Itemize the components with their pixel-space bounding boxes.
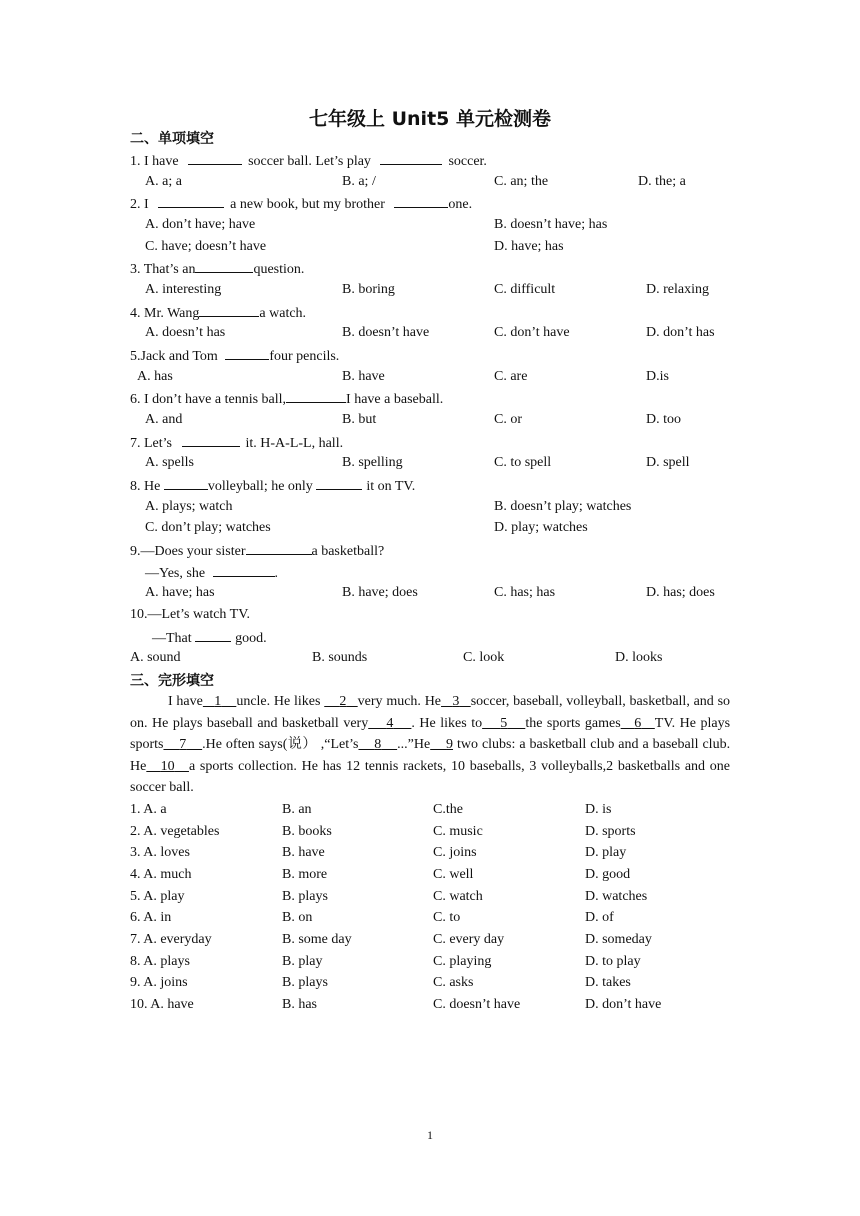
q8-option-c: C. don’t play; watches	[145, 520, 271, 535]
q2-option-b: B. doesn’t have; has	[494, 217, 608, 232]
question-2: 2. I a new book, but my brother one.	[130, 193, 472, 215]
cloze-q9-option-b: B. plays	[282, 975, 328, 990]
cloze-q2-option-c: C. music	[433, 824, 483, 839]
cloze-q2-option-a: 2. A. vegetables	[130, 824, 220, 839]
cloze-q9-option-c: C. asks	[433, 975, 474, 990]
q6-option-a: A. and	[145, 412, 183, 427]
cloze-q4-option-d: D. good	[585, 867, 631, 882]
cloze-q10-option-c: C. doesn’t have	[433, 997, 521, 1012]
question-7: 7. Let’s it. H-A-L-L, hall.	[130, 432, 343, 454]
cloze-q1-option-b: B. an	[282, 802, 312, 817]
q9-option-d: D. has; does	[646, 585, 715, 600]
cloze-q7-option-b: B. some day	[282, 932, 352, 947]
cloze-q8-option-b: B. play	[282, 954, 323, 969]
question-4: 4. Mr. Wang a watch.	[130, 302, 306, 324]
q7-option-d: D. spell	[646, 455, 690, 470]
cloze-passage: I have 1 uncle. He likes 2 very much. He 3 soccer, baseball, volleyball, basketball, and so on. He plays baseball and basketball very 4 . He likes to 5 the sports games 6 TV. He plays sports 7 .He often says(说） ,“Let’s 8 ...”He 9 two clubs: a basketball club and a baseball club. He 10 a sports collection. He has 12 tennis rackets, 10 baseballs, 3 volleyballs,2 basketballs and one soccer ball.	[130, 694, 731, 796]
q10-option-a: A. sound	[130, 650, 181, 665]
question-1: 1. I have soccer ball. Let’s play soccer.	[130, 150, 487, 172]
q2-option-d: D. have; has	[494, 239, 564, 254]
cloze-blank-5: 5	[500, 715, 508, 731]
cloze-q4-option-b: B. more	[282, 867, 328, 882]
page-title: 七年级上 Unit5 单元检测卷	[308, 108, 551, 130]
question-9-reply: —Yes, she .	[145, 562, 278, 584]
cloze-q4-option-a: 4. A. much	[130, 867, 192, 882]
cloze-q3-option-a: 3. A. loves	[130, 845, 190, 860]
cloze-q7-option-a: 7. A. everyday	[130, 932, 212, 947]
q1-option-b: B. a; /	[342, 174, 376, 189]
q5-option-b: B. have	[342, 369, 385, 384]
cloze-q3-option-b: B. have	[282, 845, 325, 860]
q4-option-c: C. don’t have	[494, 325, 570, 340]
q4-option-d: D. don’t has	[646, 325, 715, 340]
cloze-q10-option-a: 10. A. have	[130, 997, 194, 1012]
q2-option-c: C. have; doesn’t have	[145, 239, 267, 254]
section-heading-single-choice: 二、单项填空	[130, 131, 214, 147]
q8-option-b: B. doesn’t play; watches	[494, 499, 632, 514]
cloze-q8-option-a: 8. A. plays	[130, 954, 190, 969]
q8-option-d: D. play; watches	[494, 520, 588, 535]
cloze-q2-option-b: B. books	[282, 824, 332, 839]
cloze-q10-option-d: D. don’t have	[585, 997, 662, 1012]
cloze-q5-option-b: B. plays	[282, 889, 328, 904]
cloze-blank-2: 2	[339, 694, 347, 709]
q9-option-b: B. have; does	[342, 585, 418, 600]
cloze-q6-option-a: 6. A. in	[130, 910, 172, 925]
q4-option-b: B. doesn’t have	[342, 325, 430, 340]
cloze-q10-option-b: B. has	[282, 997, 317, 1012]
cloze-q7-option-d: D. someday	[585, 932, 652, 947]
cloze-q6-option-d: D. of	[585, 910, 614, 925]
page-number: 1	[427, 1128, 433, 1142]
q5-option-d: D.is	[646, 369, 669, 384]
cloze-q4-option-c: C. well	[433, 867, 474, 882]
q7-option-b: B. spelling	[342, 455, 403, 470]
cloze-q1-option-a: 1. A. a	[130, 802, 167, 817]
question-5: 5.Jack and Tom four pencils.	[130, 345, 339, 367]
cloze-q3-option-c: C. joins	[433, 845, 477, 860]
q6-option-d: D. too	[646, 412, 681, 427]
cloze-blank-1: 1	[214, 694, 222, 709]
q9-option-a: A. have; has	[145, 585, 215, 600]
cloze-blank-10: 10	[160, 758, 175, 774]
cloze-q5-option-c: C. watch	[433, 889, 483, 904]
q1-option-d: D. the; a	[638, 174, 686, 189]
cloze-q5-option-a: 5. A. play	[130, 889, 185, 904]
question-10-reply: —That good.	[152, 627, 267, 649]
cloze-blank-4: 4	[386, 715, 394, 731]
cloze-q6-option-c: C. to	[433, 910, 461, 925]
q5-option-c: C. are	[494, 369, 528, 384]
q10-option-d: D. looks	[615, 650, 663, 665]
cloze-blank-6: 6	[634, 715, 642, 731]
q5-option-a: A. has	[137, 369, 173, 384]
cloze-q8-option-c: C. playing	[433, 954, 492, 969]
cloze-q8-option-d: D. to play	[585, 954, 641, 969]
cloze-q2-option-d: D. sports	[585, 824, 636, 839]
q1-option-c: C. an; the	[494, 174, 549, 189]
q4-option-a: A. doesn’t has	[145, 325, 226, 340]
q8-option-a: A. plays; watch	[145, 499, 233, 514]
cloze-q1-option-c: C.the	[433, 802, 463, 817]
q7-option-c: C. to spell	[494, 455, 552, 470]
q3-option-c: C. difficult	[494, 282, 556, 297]
q2-option-a: A. don’t have; have	[145, 217, 256, 232]
cloze-blank-3: 3	[452, 694, 460, 709]
question-8: 8. He volleyball; he only it on TV.	[130, 475, 415, 497]
cloze-blank-8: 8	[374, 737, 382, 753]
question-3: 3. That’s an question.	[130, 258, 304, 280]
q7-option-a: A. spells	[145, 455, 194, 470]
cloze-blank-9: 9	[446, 737, 454, 753]
cloze-q3-option-d: D. play	[585, 845, 627, 860]
cloze-blank-7: 7	[179, 737, 187, 753]
q10-option-b: B. sounds	[312, 650, 368, 665]
cloze-q6-option-b: B. on	[282, 910, 313, 925]
cloze-q5-option-d: D. watches	[585, 889, 648, 904]
q6-option-b: B. but	[342, 412, 377, 427]
q3-option-b: B. boring	[342, 282, 395, 297]
cloze-q1-option-d: D. is	[585, 802, 612, 817]
question-10: 10.—Let’s watch TV.	[130, 607, 251, 622]
cloze-q9-option-d: D. takes	[585, 975, 631, 990]
q6-option-c: C. or	[494, 412, 522, 427]
q3-option-d: D. relaxing	[646, 282, 709, 297]
question-9: 9.—Does your sister a basketball?	[130, 540, 384, 562]
section-heading-cloze: 三、完形填空	[130, 673, 214, 689]
q1-option-a: A. a; a	[145, 174, 182, 189]
cloze-q7-option-c: C. every day	[433, 932, 505, 947]
q9-option-c: C. has; has	[494, 585, 556, 600]
q10-option-c: C. look	[463, 650, 505, 665]
cloze-q9-option-a: 9. A. joins	[130, 975, 188, 990]
question-6: 6. I don’t have a tennis ball, I have a baseball.	[130, 388, 443, 410]
q3-option-a: A. interesting	[145, 282, 222, 297]
